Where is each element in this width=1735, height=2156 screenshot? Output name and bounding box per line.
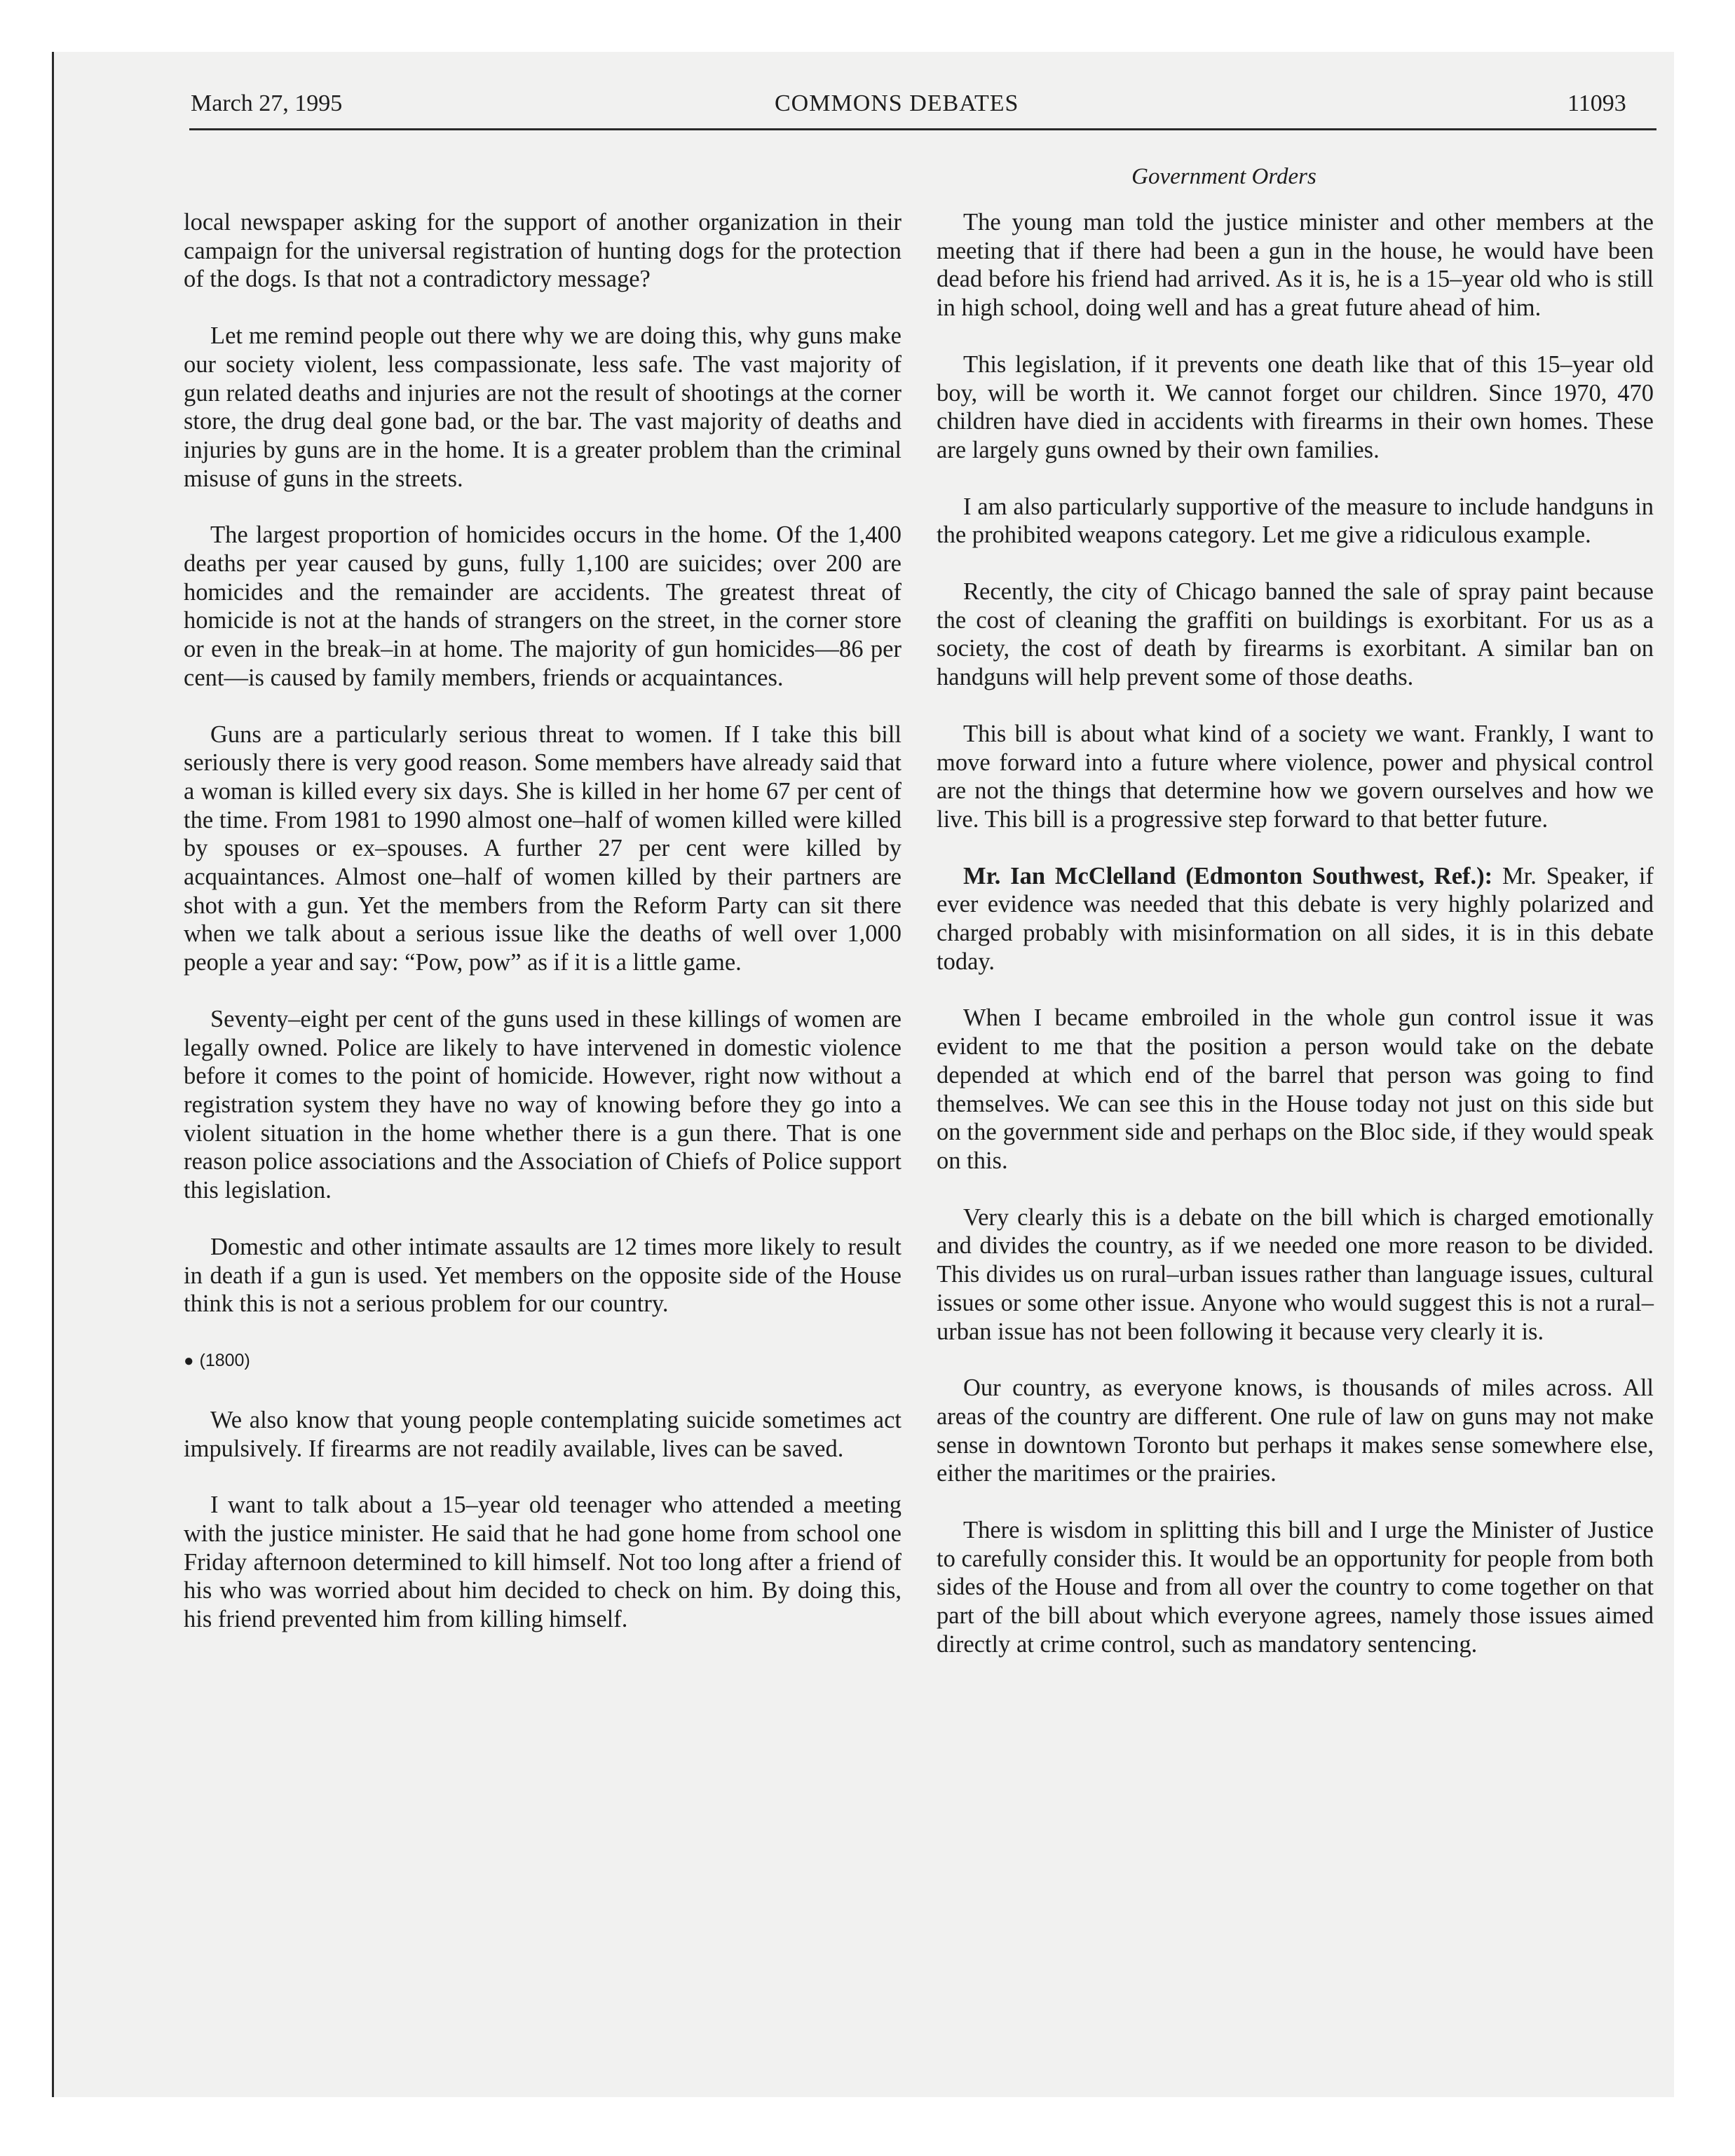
paragraph: Let me remind people out there why we are doing this, why guns make our society violent, less compassionate, less safe. The vast majority of gun related deaths and injuries are not the result of shootings at the corner store, the drug deal gone bad, or the bar. The vast majority of deaths and injuries by guns are in the home. It is a greater problem than the criminal misuse of guns in the streets. (184, 322, 901, 492)
header-page-number: 11093 (1567, 90, 1626, 116)
header-publication: COMMONS DEBATES (775, 90, 1019, 116)
paragraph: The young man told the justice minister and other members at the meeting that if there had been a gun in the house, he would have been dead before his friend had arrived. As it is, he is a 15–year old who is still in high school, doing well and has a great future ahead of him. (937, 209, 1654, 322)
paragraph: I am also particularly supportive of the measure to include handguns in the prohibited weapons category. Let me give a ridiculous example. (937, 493, 1654, 549)
paragraph: This legislation, if it prevents one death like that of this 15–year old boy, will be worth it. We cannot forget our children. Since 1970, 470 children have died in accidents with firearms in their own homes. These are largely guns owned by their own families. (937, 350, 1654, 463)
paragraph: Guns are a particularly serious threat to women. If I take this bill seriously there is very good reason. Some members have already said that a woman is killed every six days. She is killed in her home 67 per cent of the time. From 1981 to 1990 almost one–half of women killed were killed by spouses or ex–spouses. A further 27 per cent were killed by acquaintances. Almost one–half of women killed by their partners are shot with a gun. Yet the members from the Reform Party can sit there when we talk about a serious issue like the deaths of well over 1,000 people a year and say: “Pow, pow” as if it is a little game. (184, 721, 901, 976)
paragraph: We also know that young people contemplating suicide sometimes act impulsively. If firearms are not readily available, lives can be saved. (184, 1406, 901, 1462)
header-rule (189, 128, 1656, 130)
speaker-name: Mr. Ian McClelland (Edmonton Southwest, Ref.): (963, 862, 1493, 889)
paragraph: This bill is about what kind of a society we want. Frankly, I want to move forward into a future where violence, power and physical control are not the things that determine how we govern ourselves and how we live. This bill is a progressive step forward to that better future. (937, 720, 1654, 833)
header-date: March 27, 1995 (191, 90, 343, 116)
paragraph: Recently, the city of Chicago banned the sale of spray paint because the cost of cleaning the graffiti on buildings is exorbitant. For us as a society, the cost of death by firearms is exorbitant. A similar ban on handguns will help prevent some of those deaths. (937, 578, 1654, 691)
speech-text: Mr. Speaker, if ever evidence was needed that this debate is very highly polarized and charged probably with misinformation on all sides, it is in this debate today. (937, 862, 1654, 975)
paragraph: The largest proportion of homicides occurs in the home. Of the 1,400 deaths per year caused by guns, fully 1,100 are suicides; over 200 are homicides and the remainder are accidents. The greatest threat of homicide is not at the hands of strangers on the street, in the corner store or even in the break–in at home. The majority of gun homicides—86 per cent—is caused by family members, friends or acquaintances. (184, 521, 901, 691)
section-label: Government Orders (1131, 164, 1316, 189)
paragraph: Very clearly this is a debate on the bill which is charged emotionally and divides the country, as if we needed one more reason to be divided. This divides us on rural–urban issues rather than language issues, cultural issues or some other issue. Anyone who would suggest this is not a rural–urban issue has not been following it because very clearly it is. (937, 1203, 1654, 1345)
time-marker-text: (1800) (199, 1350, 250, 1370)
paragraph: There is wisdom in splitting this bill and I urge the Minister of Justice to carefully consider this. It would be an opportunity for people from both sides of the House and from all over the country to come together on that part of the bill about which everyone agrees, namely those issues aimed directly at crime control, such as mandatory sentencing. (937, 1517, 1654, 1658)
speech-paragraph (937, 862, 1654, 976)
paragraph: Our country, as everyone knows, is thousands of miles across. All areas of the country are different. One rule of law on guns may not make sense in downtown Toronto but perhaps it makes sense somewhere else, either the maritimes or the prairies. (937, 1374, 1654, 1487)
left-column (184, 208, 901, 1662)
paragraph: Domestic and other intimate assaults are 12 times more likely to result in death if a gun is used. Yet members on the opposite side of the House think this is not a serious problem for our country. (184, 1233, 901, 1318)
paragraph: local newspaper asking for the support of another organization in their campaign for the universal registration of hunting dogs for the protection of the dogs. Is that not a contradictory message? (184, 209, 901, 293)
paragraph: When I became embroiled in the whole gun control issue it was evident to me that the position a person would take on the debate depended at which end of the barrel that person was going to find themselves. We can see this in the House today not just on this side but on the government side and perhaps on the Bloc side, if they would speak on this. (937, 1004, 1654, 1174)
time-marker (184, 1346, 901, 1375)
right-column (937, 208, 1654, 1687)
paragraph: Seventy–eight per cent of the guns used in these killings of women are legally owned. Police are likely to have intervened in domestic violence before it comes to the point of homicide. However, right now without a registration system they have no way of knowing before they go into a violent situation in the home whether there is a gun there. That is one reason police associations and the Association of Chiefs of Police support this legislation. (184, 1005, 901, 1204)
bullet-icon: ● (184, 1351, 194, 1370)
paragraph: I want to talk about a 15–year old teenager who attended a meeting with the justice minister. He said that he had gone home from school one Friday afternoon determined to kill himself. Not too long after a friend of his who was worried about him decided to check on him. By doing this, his friend prevented him from killing himself. (184, 1492, 901, 1633)
